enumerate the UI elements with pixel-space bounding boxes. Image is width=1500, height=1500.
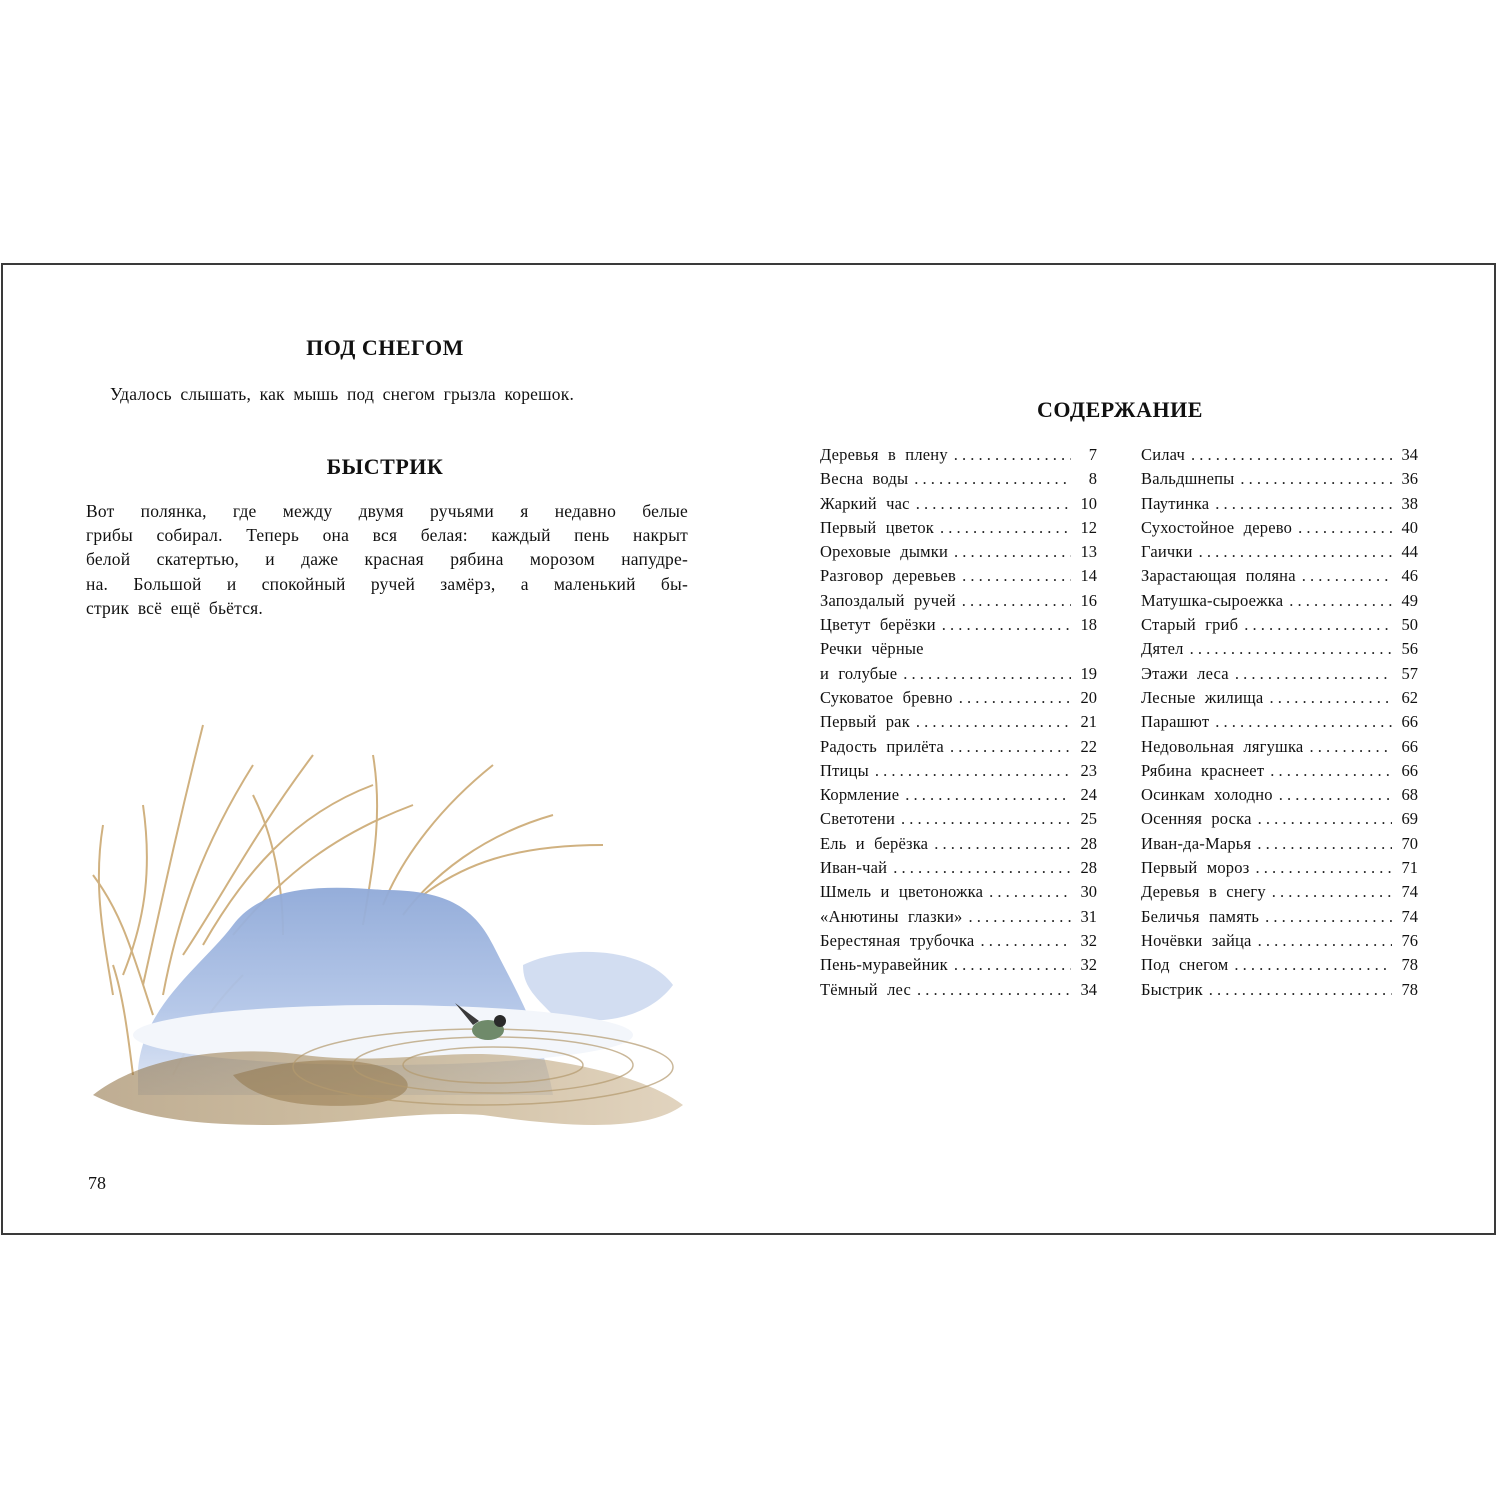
toc-entry-title: Осенняя роска <box>1141 809 1252 829</box>
toc-entry-title: Матушка-сыроежка <box>1141 590 1284 610</box>
toc-leader-dots <box>916 710 1071 734</box>
toc-entry[interactable] <box>1141 686 1418 710</box>
toc-entry-title: Цветут берёзки <box>820 615 936 635</box>
toc-entry[interactable] <box>820 662 1097 686</box>
toc-entry-page: 7 <box>1088 445 1097 464</box>
toc-leader-dots <box>1255 856 1392 880</box>
toc-entry-title: Запоздалый ручей <box>820 590 956 610</box>
toc-leader-dots <box>893 856 1071 880</box>
toc-leader-dots <box>1302 564 1392 588</box>
toc-entry[interactable] <box>820 710 1097 734</box>
toc-entry[interactable] <box>820 613 1097 637</box>
toc-leader-dots <box>1199 540 1392 564</box>
toc-entry-page: 30 <box>1080 882 1097 902</box>
toc-leader-dots <box>905 783 1071 807</box>
watercolor-illustration <box>83 695 693 1140</box>
section-title-under-snow: ПОД СНЕГОМ <box>306 335 464 360</box>
toc-entry-title: Жаркий час <box>820 493 910 513</box>
toc-entry[interactable] <box>820 637 1097 661</box>
toc-entry-page: 16 <box>1080 590 1097 610</box>
toc-entry[interactable] <box>1141 856 1418 880</box>
toc-leader-dots <box>1190 637 1392 661</box>
toc-entry-page: 31 <box>1080 906 1097 926</box>
toc-entry-title: Птицы <box>820 760 869 780</box>
toc-entry[interactable] <box>820 516 1097 540</box>
toc-entry[interactable] <box>820 832 1097 856</box>
toc-leader-dots <box>1265 905 1392 929</box>
toc-entry[interactable] <box>820 905 1097 929</box>
toc-entry-page: 23 <box>1080 760 1097 780</box>
toc-entry-page: 21 <box>1080 712 1097 732</box>
toc-entry-title: Силач <box>1141 445 1186 464</box>
toc-entry-title: Суковатое бревно <box>820 687 953 707</box>
toc-entry-page: 78 <box>1401 955 1418 975</box>
toc-entry-page: 25 <box>1080 809 1097 829</box>
toc-entry-page: 12 <box>1080 517 1097 537</box>
toc-entry-page: 62 <box>1401 687 1418 707</box>
text-line: Вот полянка, где между двумя ручьями я недавно белые <box>86 501 688 521</box>
toc-entry[interactable] <box>820 783 1097 807</box>
toc-entry[interactable] <box>820 856 1097 880</box>
toc-entry-title: Речки чёрные <box>820 639 924 659</box>
section-text-bystrik <box>86 499 688 620</box>
toc-leader-dots <box>1235 662 1392 686</box>
snow-drift-right <box>523 952 673 1021</box>
toc-entry-title: Быстрик <box>1141 979 1203 999</box>
section-text-under-snow <box>110 382 710 406</box>
toc-entry[interactable] <box>1141 589 1418 613</box>
toc-entry-title: Деревья в плену <box>820 445 948 464</box>
toc-entry-title: «Анютины глазки» <box>820 906 963 926</box>
toc-leader-dots <box>1209 978 1392 1002</box>
toc-entry-page: 13 <box>1080 542 1097 562</box>
toc-entry-page: 34 <box>1401 445 1418 464</box>
toc-entry[interactable] <box>820 953 1097 977</box>
toc-entry-title: Иван-да-Марья <box>1141 833 1252 853</box>
toc-entry-page: 20 <box>1080 687 1097 707</box>
toc-column-right <box>1141 443 1418 1002</box>
toc-entry-page: 66 <box>1401 736 1418 756</box>
toc-leader-dots <box>1215 492 1392 516</box>
text-line: стрик всё ещё бьётся. <box>86 597 263 618</box>
toc-entry-page: 78 <box>1401 979 1418 999</box>
toc-entry-page: 70 <box>1401 833 1418 853</box>
toc-entry-page: 57 <box>1401 663 1418 683</box>
toc-leader-dots <box>1257 832 1392 856</box>
toc-entry-title: Деревья в снегу <box>1141 882 1266 902</box>
toc-entry[interactable] <box>820 735 1097 759</box>
toc-entry-page: 50 <box>1401 615 1418 635</box>
toc-leader-dots <box>980 929 1071 953</box>
toc-entry-title: Шмель и цветоножка <box>820 882 984 902</box>
toc-leader-dots <box>1272 880 1392 904</box>
text-line: Удалось слышать, как мышь под снегом грызла корешок. <box>110 384 575 404</box>
toc-entry-title: и голубые <box>820 663 898 683</box>
toc-entry-page: 74 <box>1401 882 1418 902</box>
toc-entry-page: 28 <box>1080 833 1097 853</box>
toc-entry-title: Берестяная трубочка <box>820 930 975 950</box>
toc-entry-title: Светотени <box>820 809 896 829</box>
toc-leader-dots <box>914 467 1071 491</box>
contents-title: СОДЕРЖАНИЕ <box>1037 397 1203 422</box>
toc-entry-page: 34 <box>1080 979 1097 999</box>
toc-leader-dots <box>917 978 1071 1002</box>
toc-leader-dots <box>1215 710 1392 734</box>
toc-entry-title: Сухостойное дерево <box>1141 517 1293 537</box>
toc-entry[interactable] <box>1141 443 1418 467</box>
toc-entry[interactable] <box>820 807 1097 831</box>
toc-leader-dots <box>1258 929 1392 953</box>
toc-leader-dots <box>942 613 1071 637</box>
toc-entry-page: 18 <box>1080 615 1097 635</box>
toc-entry-title: Кормление <box>820 785 900 805</box>
toc-leader-dots <box>934 832 1071 856</box>
toc-leader-dots <box>1270 759 1392 783</box>
toc-entry-title: Пень-муравейник <box>820 955 948 975</box>
toc-entry-page: 36 <box>1401 469 1418 489</box>
toc-leader-dots <box>950 735 1071 759</box>
toc-entry[interactable] <box>1141 613 1418 637</box>
toc-entry[interactable] <box>820 686 1097 710</box>
toc-entry-page: 69 <box>1401 809 1418 829</box>
toc-leader-dots <box>954 953 1071 977</box>
toc-entry-page: 76 <box>1401 930 1418 950</box>
toc-entry-page: 74 <box>1401 906 1418 926</box>
toc-leader-dots <box>1191 443 1392 467</box>
toc-entry-page: 24 <box>1080 785 1097 805</box>
toc-entry-page: 14 <box>1080 566 1097 586</box>
toc-entry[interactable] <box>1141 662 1418 686</box>
toc-leader-dots <box>1244 613 1392 637</box>
toc-entry-page: 40 <box>1401 517 1418 537</box>
toc-entry[interactable] <box>1141 710 1418 734</box>
toc-entry-title: Под снегом <box>1141 955 1229 975</box>
toc-entry-title: Осинкам холодно <box>1141 785 1273 805</box>
toc-entry-page: 68 <box>1401 785 1418 805</box>
toc-leader-dots <box>1258 807 1392 831</box>
toc-entry-title: Ночёвки зайца <box>1141 930 1252 950</box>
toc-entry-title: Первый мороз <box>1141 858 1250 878</box>
toc-entry[interactable] <box>1141 492 1418 516</box>
toc-entry[interactable] <box>820 467 1097 491</box>
toc-leader-dots <box>962 589 1071 613</box>
toc-entry[interactable] <box>1141 807 1418 831</box>
toc-entry-title: Радость прилёта <box>820 736 944 756</box>
toc-entry-title: Зарастающая поляна <box>1141 566 1296 586</box>
toc-leader-dots <box>989 880 1071 904</box>
toc-entry-page: 56 <box>1401 639 1418 659</box>
toc-entry[interactable] <box>1141 564 1418 588</box>
toc-leader-dots <box>940 516 1071 540</box>
toc-entry-title: Весна воды <box>820 469 909 489</box>
toc-entry[interactable] <box>1141 832 1418 856</box>
toc-leader-dots <box>1279 783 1392 807</box>
toc-leader-dots <box>1289 589 1392 613</box>
toc-entry-title: Вальдшнепы <box>1141 469 1235 489</box>
toc-leader-dots <box>916 492 1071 516</box>
toc-leader-dots <box>954 540 1071 564</box>
text-line: грибы собирал. Теперь она вся белая: каждый пень накрыт <box>86 525 688 546</box>
toc-leader-dots <box>875 759 1071 783</box>
toc-entry-title: Первый цветок <box>820 517 935 537</box>
toc-entry-page: 38 <box>1401 493 1418 513</box>
book-spread <box>1 263 1496 1235</box>
toc-entry-title: Беличья память <box>1141 906 1260 926</box>
toc-column-left <box>820 443 1097 1002</box>
toc-entry-title: Ель и берёзка <box>820 833 929 853</box>
toc-entry[interactable] <box>820 540 1097 564</box>
toc-entry[interactable] <box>820 589 1097 613</box>
toc-entry-title: Этажи леса <box>1141 663 1229 683</box>
toc-entry[interactable] <box>820 443 1097 467</box>
toc-leader-dots <box>1298 516 1392 540</box>
toc-entry-title: Иван-чай <box>820 858 888 878</box>
page-number: 78 <box>88 1173 106 1193</box>
toc-entry-page: 46 <box>1401 566 1418 586</box>
toc-entry-title: Разговор деревьев <box>820 566 957 586</box>
toc-entry-title: Рябина краснеет <box>1141 760 1265 780</box>
toc-entry[interactable] <box>1141 637 1418 661</box>
toc-entry-page: 49 <box>1401 590 1418 610</box>
toc-entry-page: 28 <box>1080 858 1097 878</box>
toc-entry[interactable] <box>1141 905 1418 929</box>
toc-entry[interactable] <box>1141 880 1418 904</box>
toc-entry[interactable] <box>1141 759 1418 783</box>
toc-entry-title: Тёмный лес <box>820 979 912 999</box>
toc-entry-title: Паутинка <box>1141 493 1210 513</box>
section-title-bystrik: БЫСТРИК <box>326 454 444 479</box>
toc-entry[interactable] <box>1141 953 1418 977</box>
toc-entry[interactable] <box>820 564 1097 588</box>
toc-entry-title: Гаички <box>1141 542 1193 562</box>
toc-entry[interactable] <box>1141 467 1418 491</box>
toc-entry-page: 19 <box>1080 663 1097 683</box>
toc-entry[interactable] <box>820 880 1097 904</box>
text-line: на. Большой и спокойный ручей замёрз, а маленький бы- <box>86 573 688 594</box>
toc-entry-title: Первый рак <box>820 712 910 732</box>
toc-entry-title: Ореховые дымки <box>820 542 949 562</box>
toc-leader-dots <box>959 686 1071 710</box>
toc-entry-page: 66 <box>1401 760 1418 780</box>
text-line: белой скатертью, и даже красная рябина морозом напудре- <box>86 549 688 570</box>
toc-leader-dots <box>962 564 1071 588</box>
toc-leader-dots <box>1309 735 1392 759</box>
toc-entry-title: Недовольная лягушка <box>1141 736 1304 756</box>
toc-entry[interactable] <box>1141 540 1418 564</box>
toc-entry[interactable] <box>820 978 1097 1002</box>
toc-entry-page: 66 <box>1401 712 1418 732</box>
toc-entry-page: 22 <box>1080 736 1097 756</box>
toc-leader-dots <box>1269 686 1392 710</box>
toc-entry[interactable] <box>1141 978 1418 1002</box>
toc-leader-dots <box>969 905 1072 929</box>
toc-entry[interactable] <box>1141 783 1418 807</box>
toc-entry-page: 44 <box>1401 542 1418 562</box>
toc-entry[interactable] <box>820 759 1097 783</box>
toc-leader-dots <box>903 662 1071 686</box>
toc-entry-title: Старый гриб <box>1141 615 1239 635</box>
toc-entry-page: 32 <box>1080 955 1097 975</box>
toc-entry[interactable] <box>1141 516 1418 540</box>
toc-leader-dots <box>954 443 1071 467</box>
toc-entry[interactable] <box>1141 929 1418 953</box>
toc-entry-page: 71 <box>1401 858 1418 878</box>
toc-entry[interactable] <box>820 929 1097 953</box>
toc-entry-title: Лесные жилища <box>1141 687 1264 707</box>
toc-leader-dots <box>1234 953 1392 977</box>
toc-entry[interactable] <box>1141 735 1418 759</box>
toc-entry-page: 32 <box>1080 930 1097 950</box>
toc-leader-dots <box>1240 467 1392 491</box>
toc-leader-dots <box>901 807 1071 831</box>
toc-entry-title: Дятел <box>1141 639 1184 659</box>
toc-entry-page: 8 <box>1088 469 1097 489</box>
toc-entry-title: Парашют <box>1141 712 1210 732</box>
toc-entry[interactable] <box>820 492 1097 516</box>
toc-entry-page: 10 <box>1080 493 1097 513</box>
